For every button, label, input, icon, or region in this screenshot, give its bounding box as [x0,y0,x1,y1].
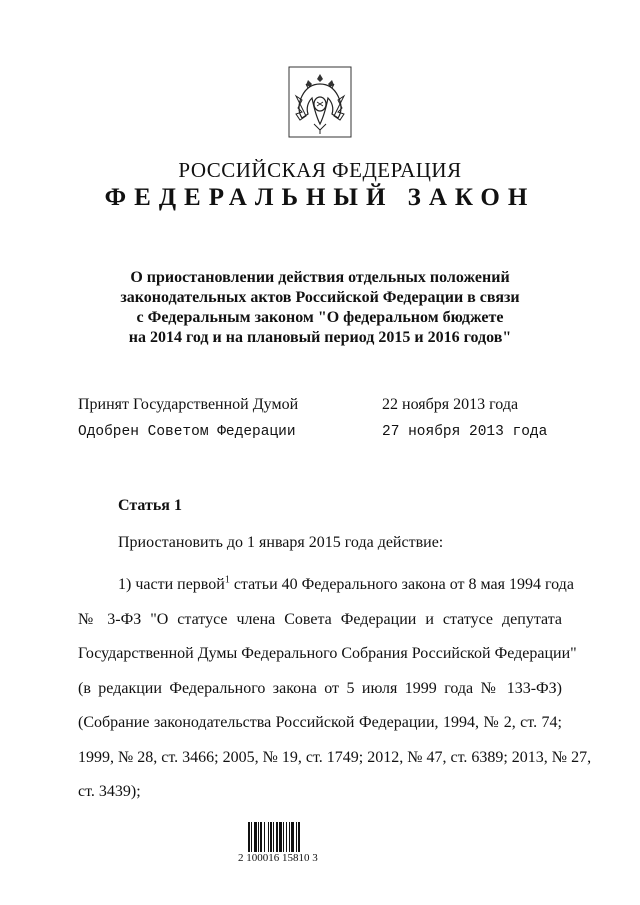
paragraph-line: (Собрание законодательства Российской Федерации, 1994, № 2, ст. 74; [78,714,562,731]
law-title [60,268,580,348]
paragraph-line: 1999, № 28, ст. 3466; 2005, № 19, ст. 1749; 2012, № 47, ст. 6389; 2013, № 27, [78,748,592,766]
footnote-mark: 1 [224,574,230,586]
adopted-date: 22 ноября 2013 года [382,396,519,413]
law-title-line: законодательных актов Российской Федерации в связи [120,289,520,306]
law-title-line: О приостановлении действия отдельных положений [130,269,510,286]
law-title-line: на 2014 год и на плановый период 2015 и 2016 годов" [128,329,512,346]
barcode [248,822,328,852]
paragraph-line [78,568,574,603]
barcode-number: 2 100016 15810 3 [238,852,318,864]
adopted-by-duma-label: Принят Государственной Думой [78,396,299,413]
paragraph-line: (в редакции Федерального закона от 5 июля 1999 года № 133-ФЗ) [78,679,562,697]
paragraph-line: № 3-ФЗ "О статусе члена Совета Федерации и статусе депутата [78,610,562,628]
approved-by-council-label: Одобрен Советом Федерации [78,424,296,440]
article-item-paragraph [78,568,592,810]
paragraph-line: ст. 3439); [78,783,141,800]
item-label: 1) части первой [118,576,225,593]
item-line-rest: статьи 40 Федерального закона от 8 мая 1994 года [229,576,574,593]
country-heading: РОССИЙСКАЯ ФЕДЕРАЦИЯ [178,158,462,182]
article-intro: Приостановить до 1 января 2015 года действие: [118,534,444,551]
law-type-heading: ФЕДЕРАЛЬНЫЙ ЗАКОН [104,184,536,211]
law-title-line: с Федеральным законом "О федеральном бюджете [136,309,504,326]
approved-date: 27 ноября 2013 года [382,424,548,440]
article-heading: Статья 1 [118,497,182,514]
coat-of-arms-emblem [288,66,352,138]
paragraph-line: Государственной Думы Федерального Собрания Российской Федерации" [78,645,577,662]
